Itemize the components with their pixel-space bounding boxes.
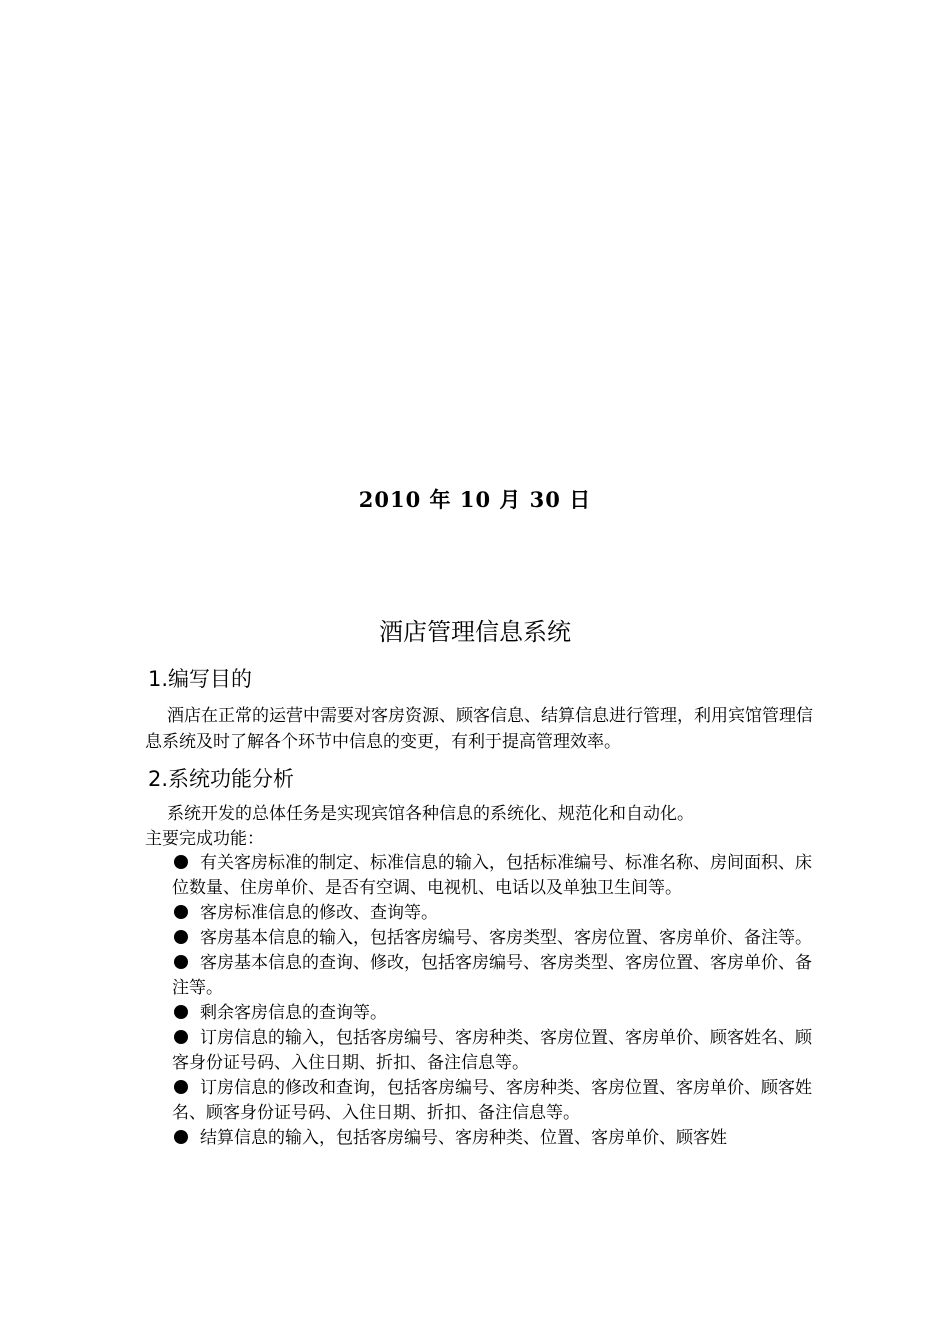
function-list bbox=[172, 851, 822, 1151]
purpose-paragraph: 酒店在正常的运营中需要对客房资源、顾客信息、结算信息进行管理，利用宾馆管理信息系统及时了解各个环节中信息的变更，有利于提高管理效率。 bbox=[145, 706, 813, 752]
list-item: 客房基本信息的查询、修改，包括客房编号、客房类型、客房位置、客房单价、备注等。 bbox=[172, 953, 812, 998]
bullet-dot-icon bbox=[174, 1080, 188, 1094]
list-item: 订房信息的修改和查询，包括客房编号、客房种类、客房位置、客房单价、顾客姓名、顾客身份证号码、入住日期、折扣、备注信息等。 bbox=[172, 1078, 812, 1123]
bullet-dot-icon bbox=[174, 955, 188, 969]
list-item: 剩余客房信息的查询等。 bbox=[172, 1001, 822, 1026]
bullet-dot-icon bbox=[174, 1030, 188, 1044]
list-item: 有关客房标准的制定、标准信息的输入，包括标准编号、标准名称、房间面积、床位数量、住房单价、是否有空调、电视机、电话以及单独卫生间等。 bbox=[172, 853, 812, 898]
function-overview-paragraph: 系统开发的总体任务是实现宾馆各种信息的系统化、规范化和自动化。 bbox=[167, 804, 694, 824]
section-heading-purpose: 1.编写目的 bbox=[148, 667, 253, 691]
list-item: 客房标准信息的修改、查询等。 bbox=[172, 901, 822, 926]
cover-date: 2010 年 10 月 30 日 bbox=[358, 487, 592, 512]
bullet-dot-icon bbox=[174, 905, 188, 919]
bullet-dot-icon bbox=[174, 1130, 188, 1144]
list-item: 订房信息的输入，包括客房编号、客房种类、客房位置、客房单价、顾客姓名、顾客身份证号码、入住日期、折扣、备注信息等。 bbox=[172, 1028, 812, 1073]
main-functions-intro: 主要完成功能： bbox=[145, 829, 264, 849]
bullet-dot-icon bbox=[174, 930, 188, 944]
document-title: 酒店管理信息系统 bbox=[379, 618, 571, 646]
bullet-dot-icon bbox=[174, 855, 188, 869]
section-heading-function-analysis: 2.系统功能分析 bbox=[148, 767, 295, 791]
list-item: 结算信息的输入，包括客房编号、客房种类、位置、客房单价、顾客姓 bbox=[172, 1126, 822, 1151]
list-item: 客房基本信息的输入，包括客房编号、客房类型、客房位置、客房单价、备注等。 bbox=[172, 926, 822, 951]
bullet-dot-icon bbox=[174, 1005, 188, 1019]
